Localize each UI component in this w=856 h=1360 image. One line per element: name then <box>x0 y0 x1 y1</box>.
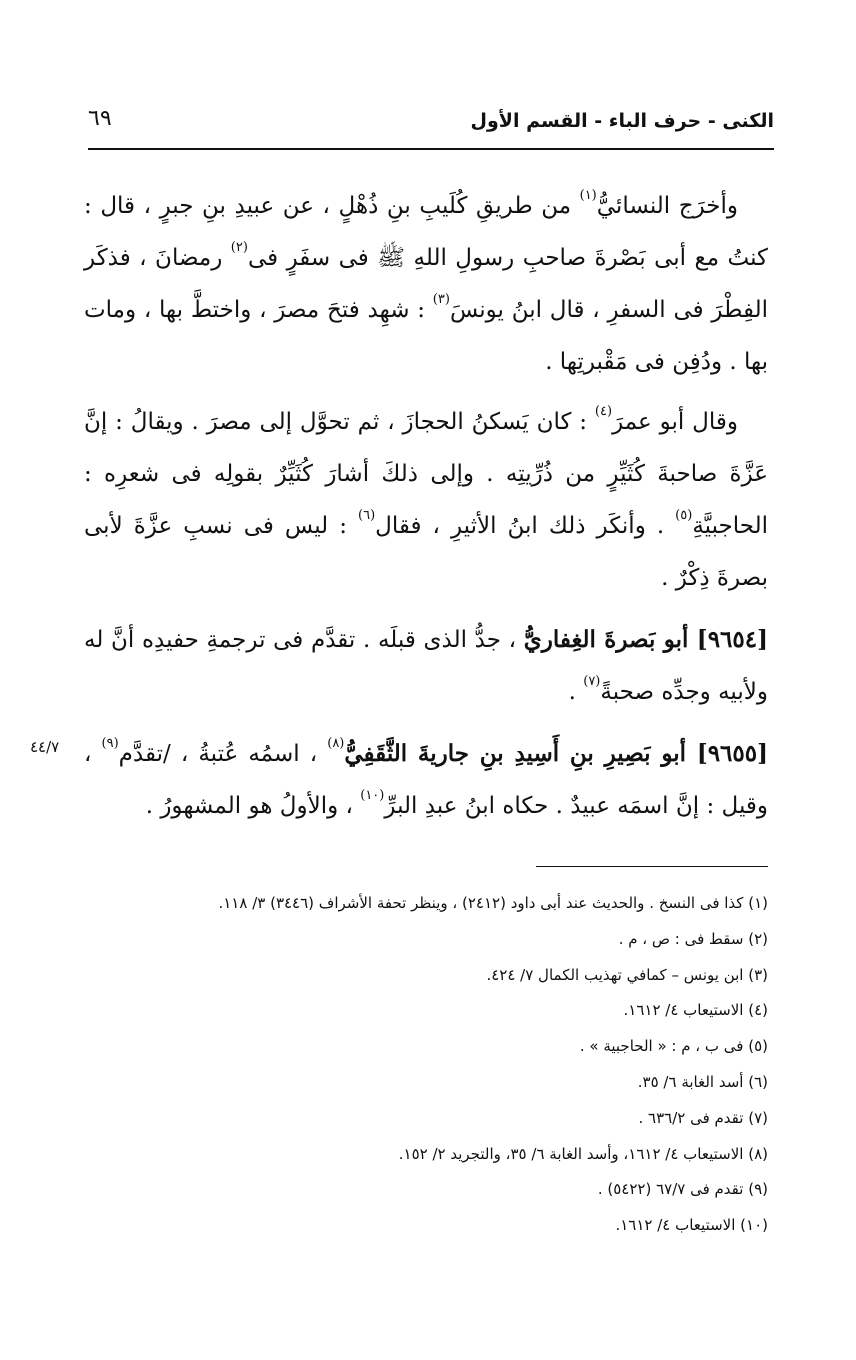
footnote-ref: (٩) <box>101 736 119 751</box>
footnote-ref: (٨) <box>327 736 345 751</box>
footnote-ref: (٦) <box>358 508 376 523</box>
entry-name: أبو بَصرةَ الغِفاريُّ <box>523 626 697 653</box>
entry-number: [٩٦٥٤] <box>696 626 768 653</box>
entry-number: [٩٦٥٥] <box>696 740 769 767</box>
text-run: وقال أبو عمرَ <box>612 409 739 435</box>
page-number: ٦٩ <box>88 106 112 131</box>
text-run: وأخرَج النسائيُّ <box>596 193 739 219</box>
footnote-ref: (١) <box>579 188 597 203</box>
text-run: ، اسمُه عُتبةُ ، /تقدَّم <box>118 741 328 767</box>
footnote: (١٠) الاستيعاب ٤/ ١٦١٢. <box>615 1216 768 1235</box>
footnote-ref: (١٠) <box>360 788 385 803</box>
footnote: (٢) سقط فى : ص ، م . <box>618 929 768 948</box>
footnote: (٦) أسد الغابة ٦/ ٣٥. <box>637 1072 768 1091</box>
footnote: (٩) تقدم فى ٦٧/٧ (٥٤٢٢) . <box>597 1180 768 1199</box>
footnote: (٥) فى ب ، م : « الحاجبية » . <box>579 1037 768 1056</box>
header-divider <box>88 148 774 150</box>
footnote: (٧) تقدم فى ٦٣٦/٢ . <box>638 1108 768 1127</box>
text-run: : ليس فى نسبِ عزَّةَ لأبى بصرةَ ذِكْرٌ . <box>84 513 768 591</box>
text-run: : شهِد فتحَ مصرَ ، واختطَّ بها ، ومات بها . ودُفِن فى مَقْبرتِها . <box>84 297 768 375</box>
footnote: (٤) الاستيعاب ٤/ ١٦١٢. <box>623 1001 768 1020</box>
text-run: ، وقيل : إنَّ اسمَه عبيدٌ . حكاه ابنُ عبدِ البرِّ <box>84 741 768 819</box>
text-run: رمضانَ ، فذكَر الفِطْرَ فى السفرِ ، قال ابنُ يونسَ <box>84 245 768 323</box>
footnote-ref: (٥) <box>675 508 693 523</box>
text-run: . وأنكَر ذلك ابنُ الأثيرِ ، فقال <box>375 513 676 539</box>
footnotes <box>78 888 768 1246</box>
main-text <box>84 180 768 840</box>
paragraph-abu-umar <box>84 396 768 604</box>
text-run: : كان يَسكنُ الحجازَ ، ثم تحوَّل إلى مصرَ . ويقالُ : إنَّ عَزَّةَ صاحبةَ كُثَيِّرٍ من ذُرِّيتِه . وإلى ذلكَ أشارَ كُثَيِّرٌ بقولِه فى شعرِه : الحاجبيَّةِ <box>84 409 768 539</box>
footnote-ref: (٤) <box>594 404 613 419</box>
page-header <box>88 104 774 140</box>
entry-name: أبو بَصِيرِ بنِ أَسِيدِ بنِ جاريةَ الثَّقَفِيُّ <box>344 740 697 767</box>
running-title: الكنى - حرف الباء - القسم الأول <box>470 110 774 132</box>
entry-9654 <box>84 614 768 718</box>
footnote-divider <box>536 866 768 867</box>
footnote: (٨) الاستيعاب ٤/ ١٦١٢، وأسد الغابة ٦/ ٣٥، والتجريد ٢/ ١٥٢. <box>398 1144 768 1163</box>
paragraph-nasai <box>84 180 768 388</box>
text-run: ، جدُّ الذى قبلَه . تقدَّم فى ترجمةِ حفيدِه أنَّ له ولأبيه وجدِّه صحبةً <box>84 627 768 705</box>
text-run: ، والأولُ هو المشهورُ . <box>145 793 361 819</box>
text-run: من طريقِ كُلَيبِ بنِ ذُهْلٍ ، عن عبيدِ بنِ جبرٍ ، قال : كنتُ مع أبى بَصْرةَ صاحبِ رسولِ اللهِ ﷺ فى سفَرٍ فى <box>84 193 769 271</box>
footnote: (١) كذا فى النسخ . والحديث عند أبى داود (٢٤١٢) ، وينظر تحفة الأشراف (٣٤٤٦) ٣/ ١١٨. <box>218 894 768 912</box>
text-run: . <box>568 679 584 705</box>
footnote-ref: (٧) <box>583 674 601 689</box>
entry-9655 <box>84 728 768 832</box>
footnote-ref: (٢) <box>230 240 248 255</box>
footnote: (٣) ابن يونس – كمافي تهذيب الكمال ٧/ ٤٢٤. <box>486 965 768 984</box>
footnote-ref: (٣) <box>432 292 450 307</box>
margin-volume-reference: ٤٤/٧ <box>30 738 60 756</box>
